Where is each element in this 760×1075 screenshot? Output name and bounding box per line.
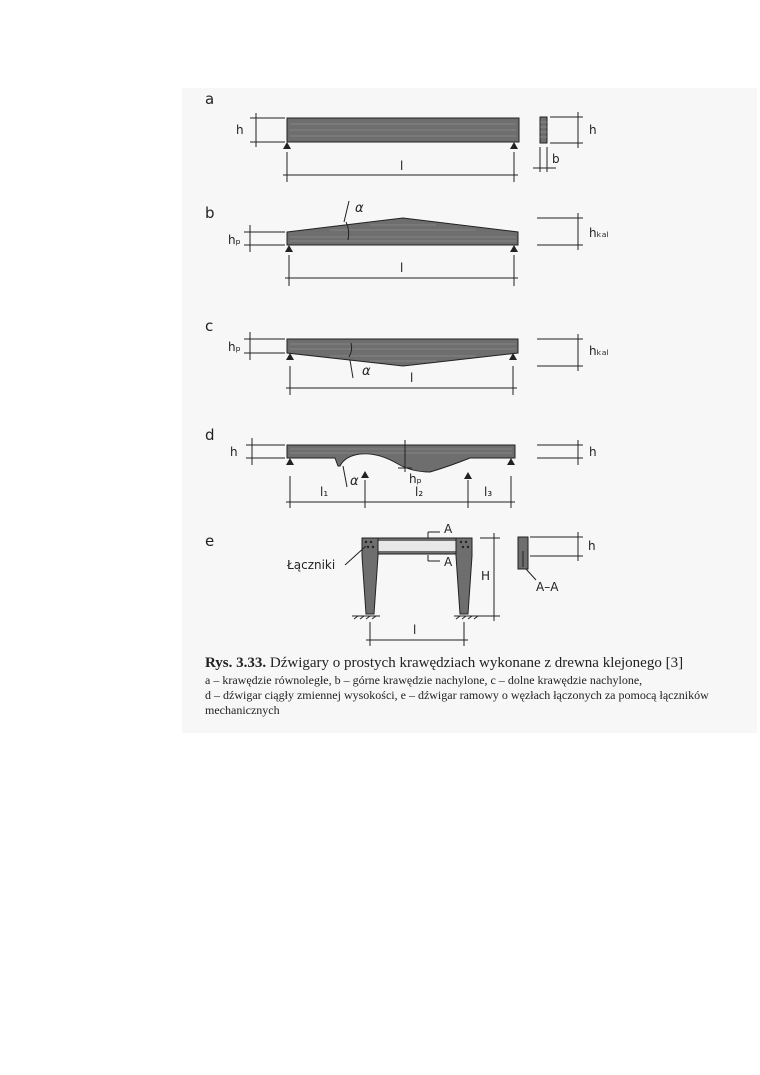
caption-line-1: a – krawędzie równoległe, b – górne krawędzie nachylone, c – dolne krawędzie nachylone, <box>205 673 643 687</box>
panel-d-h2-label: h <box>589 445 597 459</box>
panel-d-l1-label: l₁ <box>320 485 329 499</box>
panel-e-section-a-top: A <box>444 522 453 536</box>
panel-a-l-label: l <box>400 159 404 173</box>
panel-d-hp-label: hₚ <box>409 472 422 486</box>
panel-d-alpha-label: α <box>350 474 359 489</box>
panel-c-l-label: l <box>410 371 414 385</box>
panel-c-alpha-label: α <box>362 364 371 379</box>
caption-line-3: mechanicznych <box>205 703 280 717</box>
panel-b-hp-label: hₚ <box>228 233 241 247</box>
caption-title-line <box>205 654 750 672</box>
caption-number: Rys. 3.33. <box>205 655 267 671</box>
panel-e-H-label: H <box>481 569 491 583</box>
panel-c-letter: c <box>205 317 214 335</box>
panel-e-section-aa-label: A–A <box>536 580 559 594</box>
caption-line-2: d – dźwigar ciągły zmiennej wysokości, e – dźwigar ramowy o węzłach łączonych za pomocą łączników <box>205 688 709 702</box>
panel-b-l-label: l <box>400 261 404 275</box>
panel-b-alpha-label: α <box>355 201 364 216</box>
panel-a-b-label: b <box>552 152 560 166</box>
panel-e-connectors-label: Łączniki <box>287 558 336 572</box>
panel-a-h-label: h <box>236 123 244 137</box>
panel-d-h-label: h <box>230 445 238 459</box>
panel-e-section-a-bottom: A <box>444 555 453 569</box>
panel-e-l-label: l <box>413 623 417 637</box>
panel-d-letter: d <box>205 426 215 444</box>
panel-d-l2-label: l₂ <box>415 485 424 499</box>
panel-b-letter: b <box>205 204 215 222</box>
scan-background <box>182 88 757 733</box>
panel-a-letter: a <box>205 90 215 108</box>
panel-e-letter: e <box>205 532 215 550</box>
panel-a-h2-label: h <box>589 123 597 137</box>
panel-d-l3-label: l₃ <box>484 485 493 499</box>
panel-e-h-label: h <box>588 539 596 553</box>
panel-c-hkal-label: hₖₐₗ <box>589 344 609 358</box>
panel-b-hkal-label: hₖₐₗ <box>589 226 609 240</box>
panel-a-cross-section <box>540 117 547 143</box>
figure-caption <box>205 654 750 717</box>
panel-c-hp-label: hₚ <box>228 340 241 354</box>
caption-title: Dźwigary o prostych krawędziach wykonane z drewna klejonego [3] <box>269 655 684 671</box>
